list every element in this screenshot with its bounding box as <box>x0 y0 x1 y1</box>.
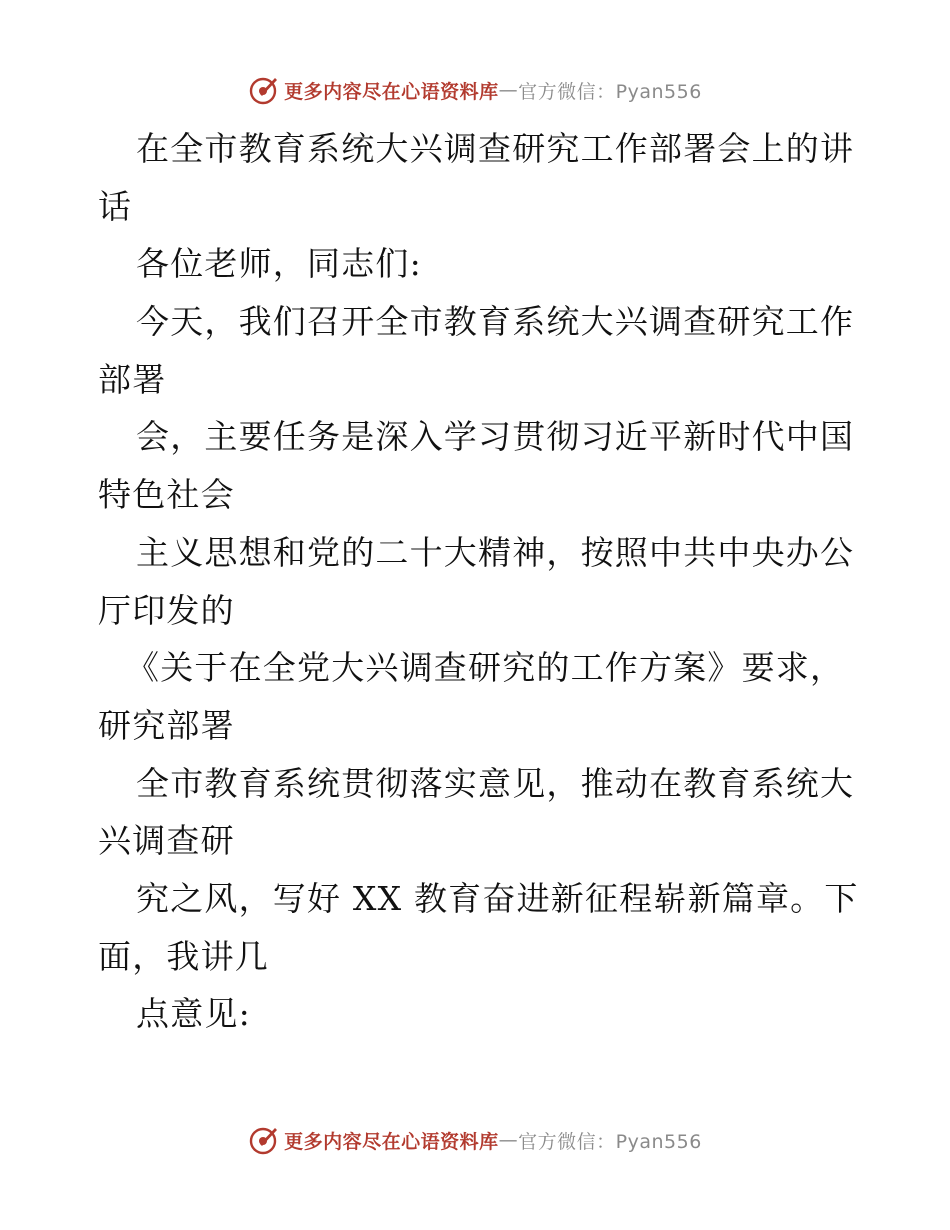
body-line: 究之风，写好 XX 教育奋进新征程崭新篇章。下 <box>136 878 859 918</box>
watermark-dash: — <box>498 79 519 101</box>
body-line: 《关于在全党大兴调查研究的工作方案》要求， <box>126 648 845 688</box>
body-line: 今天，我们召开全市教育系统大兴调查研究工作 <box>136 302 855 342</box>
watermark-brand: 更多内容尽在心语资料库 <box>284 1130 499 1153</box>
watermark-header <box>0 70 950 110</box>
body-line: 面，我讲几 <box>98 936 269 976</box>
watermark-brand: 更多内容尽在心语资料库 <box>284 80 499 103</box>
body-line: 会，主要任务是深入学习贯彻习近平新时代中国 <box>136 417 855 457</box>
body-line: 全市教育系统贯彻落实意见，推动在教育系统大 <box>136 763 855 803</box>
watermark-footer <box>0 1120 950 1160</box>
body-line: 在全市教育系统大兴调查研究工作部署会上的讲 <box>136 129 855 168</box>
quill-logo-icon <box>248 74 280 106</box>
body-line: 部署 <box>98 359 167 399</box>
body-line: 话 <box>98 186 131 226</box>
watermark-dash: — <box>498 1129 519 1151</box>
body-line: 兴调查研 <box>98 821 235 861</box>
body-line: 点意见: <box>136 994 251 1034</box>
watermark-contact: 官方微信：Pyan556 <box>518 1130 702 1153</box>
body-line: 研究部署 <box>98 705 235 745</box>
body-line: 特色社会 <box>98 475 235 515</box>
body-line: 厅印发的 <box>98 590 235 630</box>
body-line: 各位老师，同志们: <box>136 244 422 284</box>
quill-logo-icon <box>248 1124 280 1156</box>
body-line: 主义思想和党的二十大精神，按照中共中央办公 <box>136 532 855 572</box>
watermark-contact: 官方微信：Pyan556 <box>518 80 702 103</box>
document-body <box>98 120 859 1043</box>
